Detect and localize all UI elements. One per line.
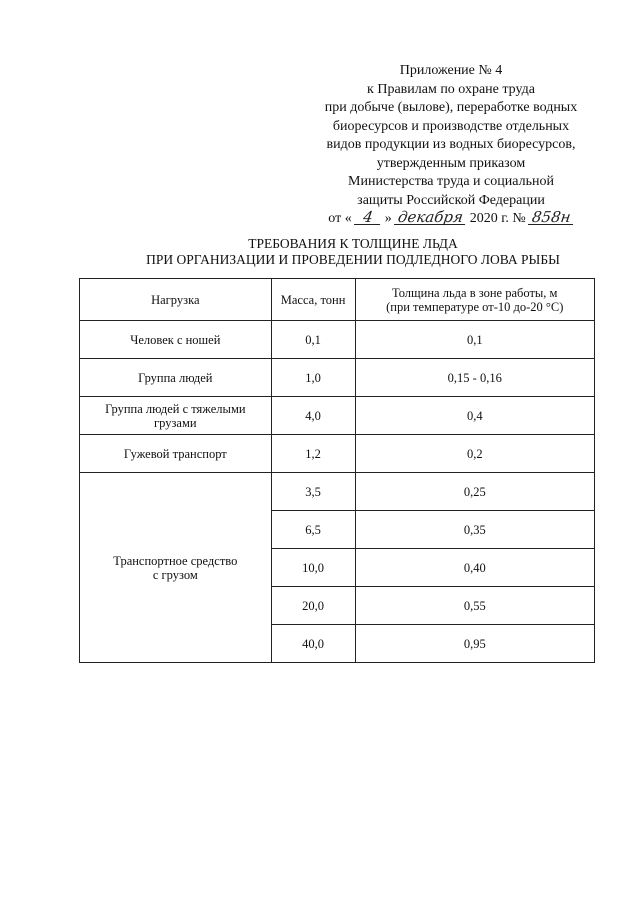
appendix-line: Приложение № 4 xyxy=(399,63,503,78)
header-thickness xyxy=(355,279,594,321)
cell-mass: 4,0 xyxy=(271,397,355,435)
appendix-line: Министерства труда и социальной xyxy=(348,174,554,189)
header-load: Нагрузка xyxy=(80,279,272,321)
table-row xyxy=(80,435,595,473)
cell-mass: 6,5 xyxy=(271,511,355,549)
cell-load-vehicle xyxy=(80,473,272,663)
table-header-row xyxy=(80,279,595,321)
cell-mass: 40,0 xyxy=(271,625,355,663)
cell-thickness: 0,40 xyxy=(355,549,594,587)
table-row xyxy=(80,473,595,511)
vehicle-label-line2: с грузом xyxy=(152,567,198,582)
title-line-2: ПРИ ОРГАНИЗАЦИИ И ПРОВЕДЕНИИ ПОДЛЕДНОГО ЛОВА РЫБЫ xyxy=(146,252,560,267)
order-date-line xyxy=(300,210,602,229)
cell-thickness: 0,15 - 0,16 xyxy=(355,359,594,397)
cell-thickness: 0,2 xyxy=(355,435,594,473)
header-thickness-line1: Толщина льда в зоне работы, м xyxy=(392,285,558,300)
cell-load: Группа людей с тяжелыми грузами xyxy=(80,397,272,435)
appendix-line: утвержденным приказом xyxy=(376,155,526,171)
table-row xyxy=(80,359,595,397)
vehicle-label-line1: Транспортное средство xyxy=(113,553,238,568)
appendix-header xyxy=(300,62,602,229)
cell-load: Человек с ношей xyxy=(80,321,272,359)
cell-thickness: 0,25 xyxy=(355,473,594,511)
cell-thickness: 0,1 xyxy=(355,321,594,359)
appendix-line: к Правилам по охране труда xyxy=(367,81,535,97)
table-row xyxy=(80,397,595,435)
date-prefix: от « xyxy=(328,211,352,226)
handwritten-day: 4 xyxy=(354,210,382,225)
cell-load: Группа людей xyxy=(80,359,272,397)
header-thickness-line2: (при температуре от-10 до-20 °С) xyxy=(386,299,564,314)
ice-thickness-table xyxy=(79,278,595,663)
cell-thickness: 0,4 xyxy=(355,397,594,435)
cell-thickness: 0,55 xyxy=(355,587,594,625)
cell-mass: 10,0 xyxy=(271,549,355,587)
title-line-1: ТРЕБОВАНИЯ К ТОЛЩИНЕ ЛЬДА xyxy=(248,236,458,251)
document-title xyxy=(100,236,606,268)
cell-thickness: 0,35 xyxy=(355,511,594,549)
cell-thickness: 0,95 xyxy=(355,625,594,663)
handwritten-number: 858н xyxy=(528,210,575,225)
date-year: 2020 г. № xyxy=(469,211,526,226)
cell-mass: 0,1 xyxy=(271,321,355,359)
table-row xyxy=(80,321,595,359)
cell-load: Гужевой транспорт xyxy=(80,435,272,473)
cell-mass: 3,5 xyxy=(271,473,355,511)
cell-mass: 1,0 xyxy=(271,359,355,397)
appendix-line: видов продукции из водных биоресурсов, xyxy=(326,137,576,152)
appendix-line: при добыче (вылове), переработке водных xyxy=(324,100,578,115)
date-mid: » xyxy=(384,211,392,226)
appendix-line: защиты Российской Федерации xyxy=(357,192,545,208)
cell-mass: 1,2 xyxy=(271,435,355,473)
cell-mass: 20,0 xyxy=(271,587,355,625)
appendix-line: биоресурсов и производстве отдельных xyxy=(332,118,570,134)
handwritten-month: декабря xyxy=(394,210,467,225)
header-mass: Масса, тонн xyxy=(271,279,355,321)
